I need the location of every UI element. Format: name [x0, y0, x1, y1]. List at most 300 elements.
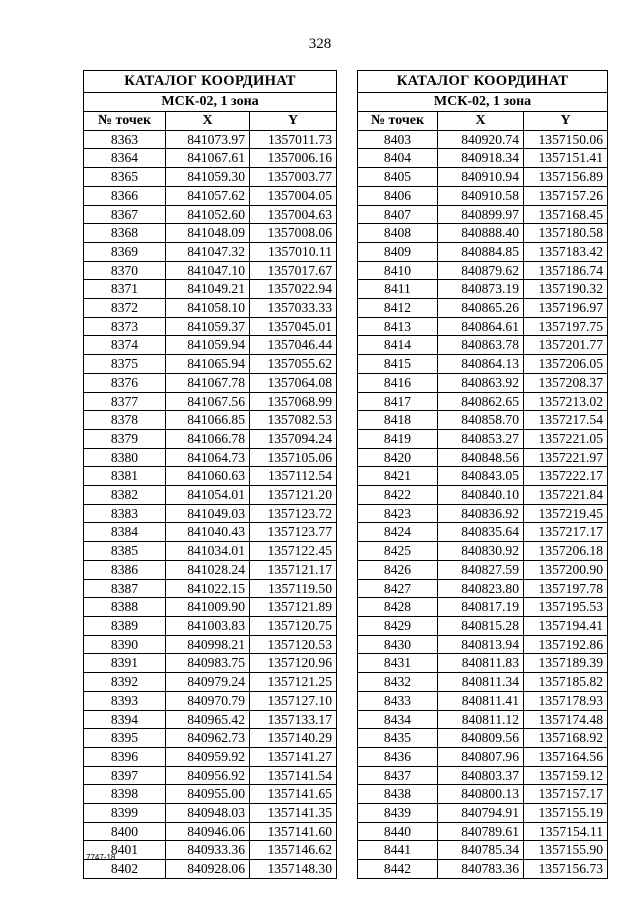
- catalog-body: [84, 130, 337, 878]
- table-row: [358, 598, 608, 617]
- point-number: 8407: [358, 205, 438, 224]
- coord-x: 841060.63: [166, 467, 250, 486]
- catalog-title: КАТАЛОГ КООРДИНАТ: [358, 71, 608, 93]
- coord-x: 840823.80: [438, 579, 524, 598]
- table-row: [358, 467, 608, 486]
- coord-x: 841058.10: [166, 299, 250, 318]
- table-row: [84, 448, 337, 467]
- coord-y: 1357003.77: [250, 168, 337, 187]
- column-header-point: № точек: [84, 112, 166, 131]
- column-header-y: Y: [524, 112, 608, 131]
- coord-x: 841064.73: [166, 448, 250, 467]
- point-number: 8426: [358, 560, 438, 579]
- point-number: 8399: [84, 804, 166, 823]
- point-number: 8418: [358, 411, 438, 430]
- table-row: [84, 579, 337, 598]
- point-number: 8416: [358, 373, 438, 392]
- coord-x: 840864.61: [438, 317, 524, 336]
- coord-x: 841052.60: [166, 205, 250, 224]
- coord-x: 840864.13: [438, 355, 524, 374]
- coord-y: 1357189.39: [524, 654, 608, 673]
- point-number: 8379: [84, 429, 166, 448]
- point-number: 8376: [84, 373, 166, 392]
- point-number: 8391: [84, 654, 166, 673]
- coord-y: 1357155.90: [524, 841, 608, 860]
- coord-x: 840910.58: [438, 186, 524, 205]
- point-number: 8380: [84, 448, 166, 467]
- coord-y: 1357017.67: [250, 261, 337, 280]
- coord-x: 840830.92: [438, 542, 524, 561]
- point-number: 8409: [358, 242, 438, 261]
- point-number: 8377: [84, 392, 166, 411]
- point-number: 8420: [358, 448, 438, 467]
- coord-x: 840843.05: [438, 467, 524, 486]
- coord-x: 840965.42: [166, 710, 250, 729]
- point-number: 8396: [84, 747, 166, 766]
- coord-y: 1357221.05: [524, 429, 608, 448]
- coord-y: 1357046.44: [250, 336, 337, 355]
- coord-y: 1357011.73: [250, 130, 337, 149]
- coord-x: 840888.40: [438, 224, 524, 243]
- point-number: 8392: [84, 673, 166, 692]
- coord-y: 1357120.75: [250, 616, 337, 635]
- point-number: 8428: [358, 598, 438, 617]
- catalog-body: [358, 130, 608, 878]
- coord-y: 1357133.17: [250, 710, 337, 729]
- column-header-y: Y: [250, 112, 337, 131]
- coord-x: 840836.92: [438, 504, 524, 523]
- coord-y: 1357157.17: [524, 785, 608, 804]
- table-row: [358, 766, 608, 785]
- table-row: [358, 336, 608, 355]
- coord-y: 1357168.45: [524, 205, 608, 224]
- point-number: 8402: [84, 860, 166, 879]
- coord-y: 1357033.33: [250, 299, 337, 318]
- point-number: 8427: [358, 579, 438, 598]
- coord-x: 841047.10: [166, 261, 250, 280]
- coord-y: 1357206.18: [524, 542, 608, 561]
- table-row: [84, 673, 337, 692]
- point-number: 8364: [84, 149, 166, 168]
- coord-y: 1357004.63: [250, 205, 337, 224]
- coord-x: 841066.78: [166, 429, 250, 448]
- point-number: 8412: [358, 299, 438, 318]
- table-row: [84, 747, 337, 766]
- coord-y: 1357208.37: [524, 373, 608, 392]
- coord-x: 840970.79: [166, 691, 250, 710]
- table-row: [358, 616, 608, 635]
- table-row: [84, 205, 337, 224]
- coord-y: 1357156.89: [524, 168, 608, 187]
- coord-y: 1357121.89: [250, 598, 337, 617]
- coord-x: 841054.01: [166, 486, 250, 505]
- point-number: 8440: [358, 822, 438, 841]
- table-row: [358, 373, 608, 392]
- table-row: [84, 860, 337, 879]
- point-number: 8417: [358, 392, 438, 411]
- coord-x: 840884.85: [438, 242, 524, 261]
- coord-x: 840815.28: [438, 616, 524, 635]
- point-number: 8423: [358, 504, 438, 523]
- table-row: [84, 729, 337, 748]
- coordinate-catalog-right: [357, 70, 608, 879]
- point-number: 8385: [84, 542, 166, 561]
- table-row: [84, 373, 337, 392]
- catalog-title: КАТАЛОГ КООРДИНАТ: [84, 71, 337, 93]
- coord-x: 840811.34: [438, 673, 524, 692]
- point-number: 8437: [358, 766, 438, 785]
- table-row: [358, 205, 608, 224]
- table-row: [84, 654, 337, 673]
- table-row: [358, 280, 608, 299]
- coord-y: 1357008.06: [250, 224, 337, 243]
- table-row: [358, 635, 608, 654]
- coord-x: 841049.21: [166, 280, 250, 299]
- point-number: 8375: [84, 355, 166, 374]
- table-row: [84, 710, 337, 729]
- coord-y: 1357150.06: [524, 130, 608, 149]
- point-number: 8424: [358, 523, 438, 542]
- table-row: [358, 429, 608, 448]
- coord-x: 841059.37: [166, 317, 250, 336]
- point-number: 8419: [358, 429, 438, 448]
- point-number: 8405: [358, 168, 438, 187]
- coord-x: 840827.59: [438, 560, 524, 579]
- table-row: [358, 579, 608, 598]
- point-number: 8388: [84, 598, 166, 617]
- coord-x: 840956.92: [166, 766, 250, 785]
- point-number: 8372: [84, 299, 166, 318]
- point-number: 8410: [358, 261, 438, 280]
- point-number: 8390: [84, 635, 166, 654]
- point-number: 8431: [358, 654, 438, 673]
- coord-y: 1357121.17: [250, 560, 337, 579]
- coord-x: 841057.62: [166, 186, 250, 205]
- coord-y: 1357146.62: [250, 841, 337, 860]
- coord-y: 1357148.30: [250, 860, 337, 879]
- coord-x: 840946.06: [166, 822, 250, 841]
- coord-y: 1357006.16: [250, 149, 337, 168]
- table-row: [358, 542, 608, 561]
- table-row: [84, 766, 337, 785]
- point-number: 8397: [84, 766, 166, 785]
- coord-y: 1357141.60: [250, 822, 337, 841]
- point-number: 8435: [358, 729, 438, 748]
- table-row: [84, 542, 337, 561]
- catalog-zone: МСК-02, 1 зона: [84, 93, 337, 112]
- coord-y: 1357022.94: [250, 280, 337, 299]
- table-row: [358, 411, 608, 430]
- table-row: [84, 429, 337, 448]
- coord-x: 840800.13: [438, 785, 524, 804]
- coord-y: 1357154.11: [524, 822, 608, 841]
- point-number: 8363: [84, 130, 166, 149]
- coord-x: 841009.90: [166, 598, 250, 617]
- coord-x: 840962.73: [166, 729, 250, 748]
- table-row: [358, 504, 608, 523]
- table-row: [358, 130, 608, 149]
- coord-y: 1357219.45: [524, 504, 608, 523]
- point-number: 8425: [358, 542, 438, 561]
- coord-x: 840948.03: [166, 804, 250, 823]
- point-number: 8398: [84, 785, 166, 804]
- table-row: [84, 280, 337, 299]
- table-row: [358, 242, 608, 261]
- coord-x: 840863.78: [438, 336, 524, 355]
- coord-x: 841028.24: [166, 560, 250, 579]
- table-row: [358, 523, 608, 542]
- table-row: [358, 654, 608, 673]
- point-number: 8408: [358, 224, 438, 243]
- coord-y: 1357217.54: [524, 411, 608, 430]
- table-row: [358, 691, 608, 710]
- point-number: 8378: [84, 411, 166, 430]
- point-number: 8415: [358, 355, 438, 374]
- coord-y: 1357156.73: [524, 860, 608, 879]
- coord-y: 1357178.93: [524, 691, 608, 710]
- table-row: [84, 392, 337, 411]
- coord-y: 1357197.78: [524, 579, 608, 598]
- coord-y: 1357141.27: [250, 747, 337, 766]
- point-number: 8413: [358, 317, 438, 336]
- coord-y: 1357120.96: [250, 654, 337, 673]
- coord-y: 1357194.41: [524, 616, 608, 635]
- coord-y: 1357141.65: [250, 785, 337, 804]
- table-row: [84, 242, 337, 261]
- coord-x: 841066.85: [166, 411, 250, 430]
- coord-x: 840853.27: [438, 429, 524, 448]
- table-row: [358, 392, 608, 411]
- coord-x: 840811.41: [438, 691, 524, 710]
- coord-y: 1357045.01: [250, 317, 337, 336]
- point-number: 8404: [358, 149, 438, 168]
- coord-x: 840920.74: [438, 130, 524, 149]
- coord-x: 840807.96: [438, 747, 524, 766]
- coord-y: 1357222.17: [524, 467, 608, 486]
- coord-y: 1357068.99: [250, 392, 337, 411]
- point-number: 8370: [84, 261, 166, 280]
- coord-x: 841049.03: [166, 504, 250, 523]
- coord-x: 840811.83: [438, 654, 524, 673]
- table-row: [84, 486, 337, 505]
- point-number: 8387: [84, 579, 166, 598]
- coord-x: 840803.37: [438, 766, 524, 785]
- point-number: 8368: [84, 224, 166, 243]
- coord-x: 840928.06: [166, 860, 250, 879]
- table-row: [84, 560, 337, 579]
- coord-x: 840983.75: [166, 654, 250, 673]
- point-number: 8371: [84, 280, 166, 299]
- point-number: 8438: [358, 785, 438, 804]
- point-number: 8433: [358, 691, 438, 710]
- table-row: [358, 710, 608, 729]
- point-number: 8429: [358, 616, 438, 635]
- coord-y: 1357196.97: [524, 299, 608, 318]
- coord-y: 1357180.58: [524, 224, 608, 243]
- table-row: [358, 560, 608, 579]
- table-row: [84, 355, 337, 374]
- coord-y: 1357122.45: [250, 542, 337, 561]
- coord-x: 841065.94: [166, 355, 250, 374]
- point-number: 8430: [358, 635, 438, 654]
- point-number: 8394: [84, 710, 166, 729]
- coord-x: 840910.94: [438, 168, 524, 187]
- table-row: [358, 486, 608, 505]
- table-row: [84, 504, 337, 523]
- coord-y: 1357159.12: [524, 766, 608, 785]
- column-header-point: № точек: [358, 112, 438, 131]
- point-number: 8389: [84, 616, 166, 635]
- coord-y: 1357190.32: [524, 280, 608, 299]
- point-number: 8439: [358, 804, 438, 823]
- coord-x: 840865.26: [438, 299, 524, 318]
- coord-x: 840794.91: [438, 804, 524, 823]
- coord-y: 1357197.75: [524, 317, 608, 336]
- table-row: [358, 261, 608, 280]
- coord-y: 1357064.08: [250, 373, 337, 392]
- table-row: [84, 804, 337, 823]
- point-number: 8373: [84, 317, 166, 336]
- point-number: 8436: [358, 747, 438, 766]
- coord-x: 841040.43: [166, 523, 250, 542]
- table-row: [84, 785, 337, 804]
- coord-x: 840873.19: [438, 280, 524, 299]
- table-row: [358, 448, 608, 467]
- coord-x: 841022.15: [166, 579, 250, 598]
- coord-y: 1357221.97: [524, 448, 608, 467]
- table-row: [84, 616, 337, 635]
- table-row: [358, 149, 608, 168]
- coord-x: 841073.97: [166, 130, 250, 149]
- point-number: 8384: [84, 523, 166, 542]
- coord-x: 840879.62: [438, 261, 524, 280]
- coord-y: 1357221.84: [524, 486, 608, 505]
- coord-x: 840858.70: [438, 411, 524, 430]
- coord-x: 841003.83: [166, 616, 250, 635]
- point-number: 8411: [358, 280, 438, 299]
- coord-y: 1357183.42: [524, 242, 608, 261]
- coord-y: 1357157.26: [524, 186, 608, 205]
- table-row: [358, 729, 608, 748]
- point-number: 8414: [358, 336, 438, 355]
- table-row: [358, 317, 608, 336]
- coord-y: 1357105.06: [250, 448, 337, 467]
- point-number: 8383: [84, 504, 166, 523]
- point-number: 8374: [84, 336, 166, 355]
- coord-y: 1357174.48: [524, 710, 608, 729]
- coord-y: 1357192.86: [524, 635, 608, 654]
- point-number: 8421: [358, 467, 438, 486]
- coord-x: 840979.24: [166, 673, 250, 692]
- coord-y: 1357185.82: [524, 673, 608, 692]
- table-row: [84, 168, 337, 187]
- coord-y: 1357168.92: [524, 729, 608, 748]
- coord-y: 1357195.53: [524, 598, 608, 617]
- table-row: [84, 261, 337, 280]
- coord-y: 1357141.54: [250, 766, 337, 785]
- coord-y: 1357010.11: [250, 242, 337, 261]
- point-number: 8400: [84, 822, 166, 841]
- table-row: [358, 355, 608, 374]
- table-row: [358, 747, 608, 766]
- table-row: [84, 635, 337, 654]
- point-number: 8441: [358, 841, 438, 860]
- table-row: [84, 822, 337, 841]
- coord-x: 840959.92: [166, 747, 250, 766]
- table-row: [84, 467, 337, 486]
- coord-x: 840835.64: [438, 523, 524, 542]
- table-row: [84, 841, 337, 860]
- coord-x: 841048.09: [166, 224, 250, 243]
- coord-y: 1357140.29: [250, 729, 337, 748]
- coord-x: 840813.94: [438, 635, 524, 654]
- table-row: [84, 299, 337, 318]
- coord-x: 840789.61: [438, 822, 524, 841]
- coord-x: 840783.36: [438, 860, 524, 879]
- column-header-x: X: [166, 112, 250, 131]
- table-row: [358, 841, 608, 860]
- coord-y: 1357123.72: [250, 504, 337, 523]
- coord-x: 840955.00: [166, 785, 250, 804]
- table-row: [84, 598, 337, 617]
- coord-y: 1357120.53: [250, 635, 337, 654]
- coord-y: 1357123.77: [250, 523, 337, 542]
- table-row: [84, 130, 337, 149]
- point-number: 8442: [358, 860, 438, 879]
- coord-x: 840933.36: [166, 841, 250, 860]
- coord-y: 1357094.24: [250, 429, 337, 448]
- coord-x: 841034.01: [166, 542, 250, 561]
- coord-y: 1357164.56: [524, 747, 608, 766]
- point-number: 8406: [358, 186, 438, 205]
- coord-y: 1357055.62: [250, 355, 337, 374]
- point-number: 8381: [84, 467, 166, 486]
- table-row: [358, 860, 608, 879]
- coord-y: 1357200.90: [524, 560, 608, 579]
- coord-y: 1357217.17: [524, 523, 608, 542]
- point-number: 8403: [358, 130, 438, 149]
- coord-y: 1357141.35: [250, 804, 337, 823]
- coord-y: 1357201.77: [524, 336, 608, 355]
- coord-x: 840785.34: [438, 841, 524, 860]
- point-number: 8386: [84, 560, 166, 579]
- coord-y: 1357119.50: [250, 579, 337, 598]
- point-number: 8382: [84, 486, 166, 505]
- coord-y: 1357112.54: [250, 467, 337, 486]
- table-row: [358, 224, 608, 243]
- coord-x: 841059.30: [166, 168, 250, 187]
- table-row: [84, 317, 337, 336]
- point-number: 8432: [358, 673, 438, 692]
- coord-x: 840848.56: [438, 448, 524, 467]
- coord-y: 1357121.20: [250, 486, 337, 505]
- coord-x: 841067.61: [166, 149, 250, 168]
- coord-x: 841047.32: [166, 242, 250, 261]
- table-row: [84, 336, 337, 355]
- coord-x: 841067.78: [166, 373, 250, 392]
- point-number: 8366: [84, 186, 166, 205]
- table-row: [84, 224, 337, 243]
- coord-x: 841059.94: [166, 336, 250, 355]
- coord-y: 1357127.10: [250, 691, 337, 710]
- table-row: [358, 785, 608, 804]
- page-number: 328: [308, 36, 332, 52]
- table-row: [84, 523, 337, 542]
- coord-x: 841067.56: [166, 392, 250, 411]
- coord-y: 1357082.53: [250, 411, 337, 430]
- coord-y: 1357213.02: [524, 392, 608, 411]
- coord-x: 840811.12: [438, 710, 524, 729]
